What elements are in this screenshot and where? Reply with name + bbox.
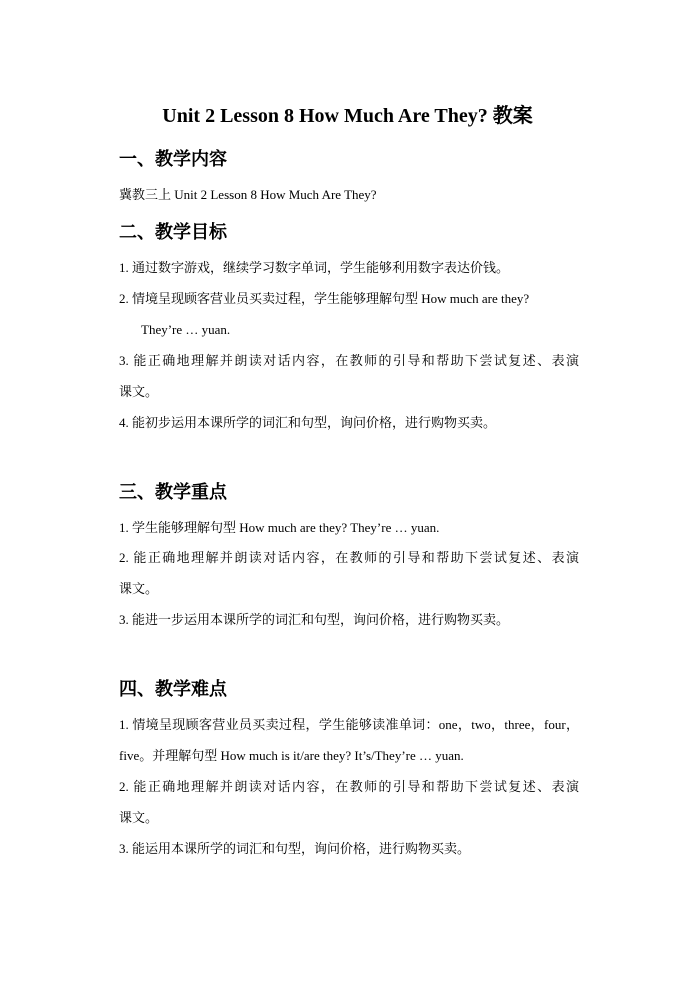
- objective-line-2: 2. 情境呈现顾客营业员买卖过程，学生能够理解句型 How much are they?: [119, 291, 530, 306]
- key-point-line-2-continued: 课文。: [119, 581, 159, 596]
- objective-line-4: 4. 能初步运用本课所学的词汇和句型，询问价格，进行购物买卖。: [119, 415, 497, 430]
- section-heading-key-points: 三、教学重点: [119, 482, 227, 502]
- objective-line-1: 1. 通过数字游戏，继续学习数字单词，学生能够利用数字表达价钱。: [119, 260, 510, 275]
- section-heading-objectives: 二、教学目标: [119, 222, 227, 242]
- content-line: 冀教三上 Unit 2 Lesson 8 How Much Are They?: [119, 187, 377, 202]
- key-point-line-1: 1. 学生能够理解句型 How much are they? They’re … yuan.: [119, 520, 440, 535]
- difficulty-line-3: 3. 能运用本课所学的词汇和句型，询问价格，进行购物买卖。: [119, 841, 471, 856]
- objective-line-3: 3. 能正确地理解并朗读对话内容，在教师的引导和帮助下尝试复述、表演: [119, 353, 579, 368]
- difficulty-line-2: 2. 能正确地理解并朗读对话内容，在教师的引导和帮助下尝试复述、表演: [119, 779, 579, 794]
- objective-line-3-continued: 课文。: [119, 384, 159, 399]
- difficulty-line-1-continued: five。并理解句型 How much is it/are they? It’s/They’re … yuan.: [119, 748, 464, 763]
- difficulty-line-2-continued: 课文。: [119, 810, 159, 825]
- document-title: Unit 2 Lesson 8 How Much Are They? 教案: [162, 105, 533, 127]
- key-point-line-3: 3. 能进一步运用本课所学的词汇和句型，询问价格，进行购物买卖。: [119, 612, 510, 627]
- section-heading-content: 一、教学内容: [119, 149, 227, 169]
- objective-line-2-continued: They’re … yuan.: [141, 322, 231, 337]
- difficulty-line-1: 1. 情境呈现顾客营业员买卖过程，学生能够读准单词：one，two，three，four，: [119, 717, 579, 732]
- section-heading-difficulties: 四、教学难点: [119, 679, 227, 699]
- key-point-line-2: 2. 能正确地理解并朗读对话内容，在教师的引导和帮助下尝试复述、表演: [119, 550, 579, 565]
